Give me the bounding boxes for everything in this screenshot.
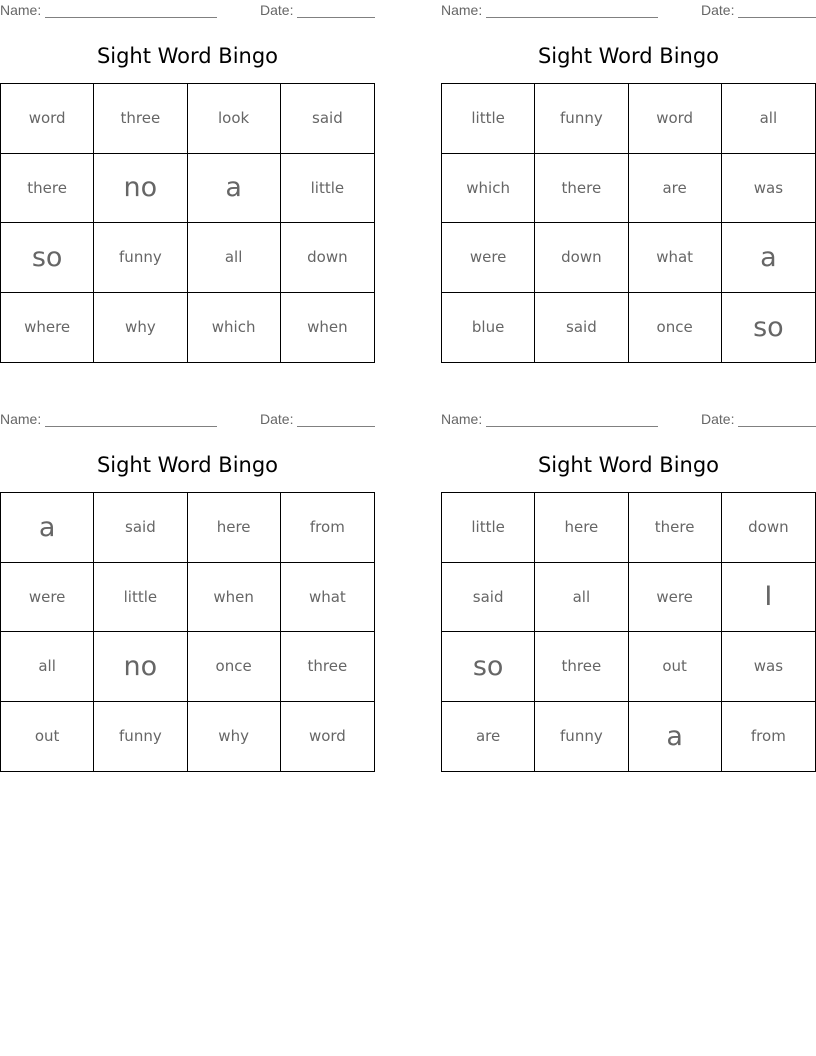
date-label: Date:: [701, 2, 735, 18]
bingo-cell: was: [722, 154, 815, 224]
name-date-header: [0, 2, 375, 20]
bingo-cell: funny: [94, 223, 187, 293]
name-field[interactable]: [45, 426, 217, 427]
bingo-cell: a: [722, 223, 815, 293]
date-field[interactable]: [738, 17, 816, 18]
bingo-cell: all: [535, 563, 628, 633]
card-title: Sight Word Bingo: [537, 44, 720, 68]
bingo-cell: when: [188, 563, 281, 633]
bingo-cell: here: [535, 493, 628, 563]
bingo-grid: [441, 492, 816, 772]
date-field[interactable]: [297, 17, 375, 18]
date-label: Date:: [701, 411, 735, 427]
bingo-cell: once: [188, 632, 281, 702]
bingo-cell: funny: [535, 84, 628, 154]
bingo-cell: why: [188, 702, 281, 772]
bingo-cell: three: [281, 632, 374, 702]
bingo-card: [441, 409, 816, 809]
date-field[interactable]: [297, 426, 375, 427]
date-field[interactable]: [738, 426, 816, 427]
bingo-cell: what: [629, 223, 722, 293]
bingo-cell: were: [629, 563, 722, 633]
bingo-cell: down: [281, 223, 374, 293]
bingo-cell: once: [629, 293, 722, 363]
bingo-cell: all: [1, 632, 94, 702]
name-label: Name:: [0, 2, 42, 18]
bingo-cell: so: [753, 311, 784, 343]
bingo-cell: little: [442, 493, 535, 563]
bingo-card: [0, 0, 375, 400]
bingo-cell: little: [442, 84, 535, 154]
bingo-cell: look: [188, 84, 281, 154]
bingo-grid: [0, 83, 375, 363]
name-date-header: [441, 2, 816, 20]
bingo-cell: three: [535, 632, 628, 702]
date-label: Date:: [260, 411, 294, 427]
bingo-cell: word: [1, 84, 94, 154]
bingo-cell: which: [442, 154, 535, 224]
bingo-cell: were: [1, 563, 94, 633]
bingo-cell: so: [1, 223, 94, 293]
name-label: Name:: [441, 411, 483, 427]
bingo-cell: all: [722, 84, 815, 154]
bingo-cell: out: [629, 632, 722, 702]
bingo-cell: word: [308, 727, 346, 746]
bingo-cell: from: [281, 493, 374, 563]
bingo-cell: was: [722, 632, 815, 702]
card-title: Sight Word Bingo: [96, 453, 279, 477]
bingo-cell: there: [535, 154, 628, 224]
bingo-card: [441, 0, 816, 400]
bingo-cell: why: [94, 293, 187, 363]
bingo-cell: said: [94, 493, 187, 563]
bingo-cell: are: [629, 154, 722, 224]
bingo-cell: said: [535, 293, 628, 363]
bingo-grid: [441, 83, 816, 363]
bingo-cell: no: [94, 632, 187, 702]
bingo-cell: which: [188, 293, 281, 363]
bingo-cell: blue: [442, 293, 535, 363]
bingo-cell: down: [722, 493, 815, 563]
bingo-cell: I: [722, 563, 815, 633]
bingo-cell: little: [281, 154, 374, 224]
date-label: Date:: [260, 2, 294, 18]
name-date-header: [0, 411, 375, 429]
bingo-cell: funny: [535, 702, 628, 772]
card-title: Sight Word Bingo: [96, 44, 279, 68]
card-title: Sight Word Bingo: [537, 453, 720, 477]
name-field[interactable]: [45, 17, 217, 18]
bingo-cell: what: [281, 563, 374, 633]
bingo-cell: a: [1, 493, 94, 563]
bingo-cell: a: [629, 702, 722, 772]
bingo-cell: funny: [94, 702, 187, 772]
name-field[interactable]: [486, 17, 658, 18]
name-label: Name:: [441, 2, 483, 18]
name-label: Name:: [0, 411, 42, 427]
bingo-cell: a: [188, 154, 281, 224]
bingo-cell: from: [750, 727, 786, 746]
bingo-cell: said: [442, 563, 535, 633]
bingo-cell: little: [94, 563, 187, 633]
bingo-cell: word: [629, 84, 722, 154]
bingo-cell: no: [94, 154, 187, 224]
bingo-cell: were: [442, 223, 535, 293]
bingo-cell: said: [281, 84, 374, 154]
bingo-card: [0, 409, 375, 809]
bingo-grid: [0, 492, 375, 772]
bingo-cell: there: [1, 154, 94, 224]
bingo-cell: so: [442, 632, 535, 702]
bingo-cell: when: [307, 318, 348, 337]
name-field[interactable]: [486, 426, 658, 427]
bingo-cell: here: [188, 493, 281, 563]
bingo-cell: out: [1, 702, 94, 772]
bingo-cell: all: [188, 223, 281, 293]
name-date-header: [441, 411, 816, 429]
bingo-cell: where: [1, 293, 94, 363]
bingo-cell: there: [629, 493, 722, 563]
bingo-cell: are: [442, 702, 535, 772]
bingo-cell: three: [94, 84, 187, 154]
bingo-cell: down: [535, 223, 628, 293]
